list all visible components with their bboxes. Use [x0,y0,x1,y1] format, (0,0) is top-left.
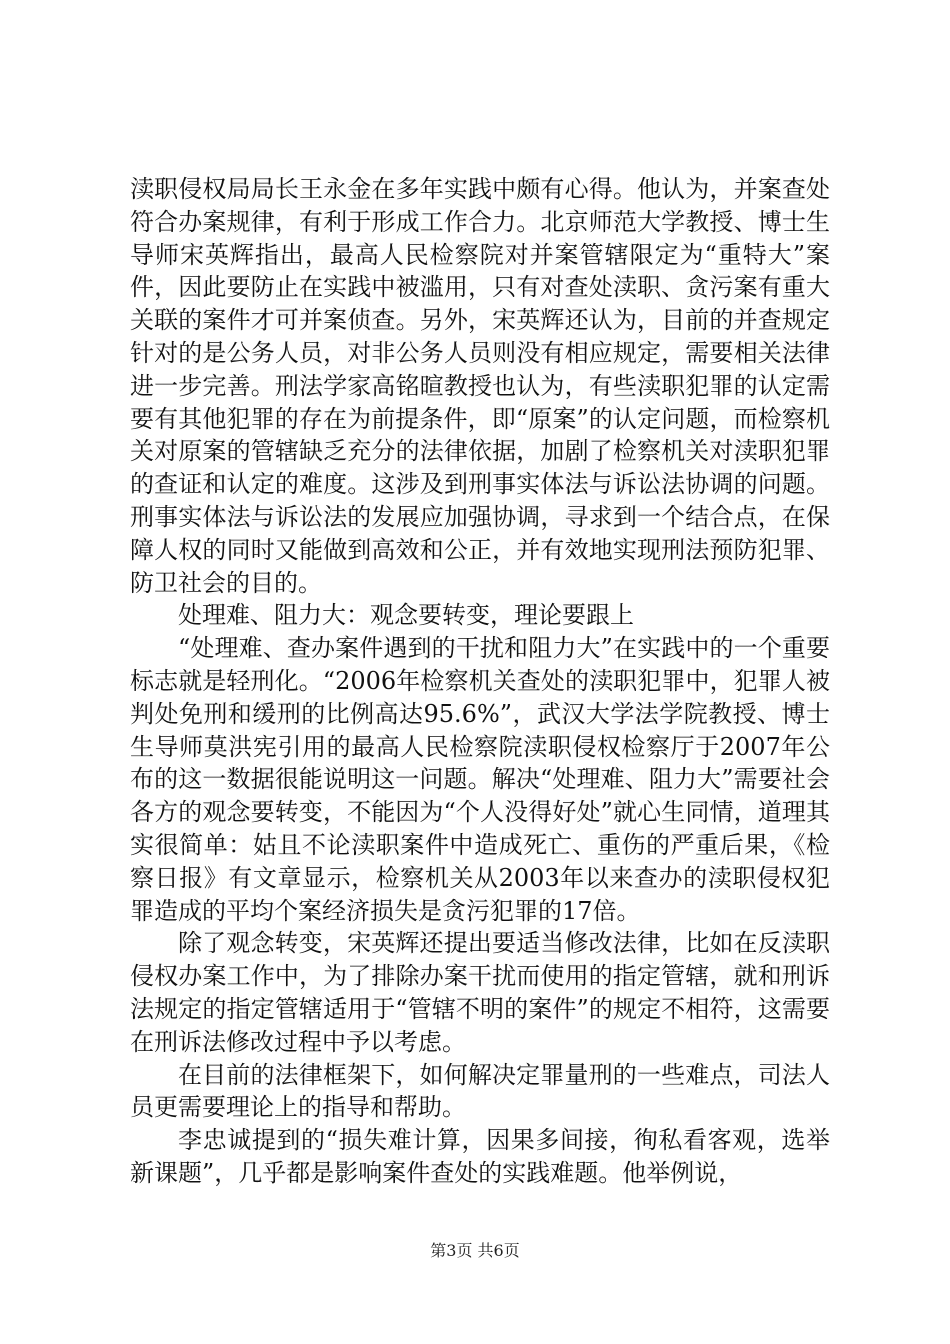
page-footer: 第3页 共6页 [430,1241,520,1260]
paragraph-continuation: 渎职侵权局局长王永金在多年实践中颇有心得。他认为，并案查处符合办案规律，有利于形成工作合力。北京师范大学教授、博士生导师宋英辉指出，最高人民检察院对并案管辖限定为“重特大”案件，因此要防止在实践中被滥用，只有对查处渎职、贪污案有重大关联的案件才可并案侦查。另外，宋英辉还认为，目前的并查规定针对的是公务人员，对非公务人员则没有相应规定，需要相关法律进一步完善。刑法学家高铭暄教授也认为，有些渎职犯罪的认定需要有其他犯罪的存在为前提条件，即“原案”的认定问题，而检察机关对原案的管辖缺乏充分的法律依据，加剧了检察机关对渎职犯罪的查证和认定的难度。这涉及到刑事实体法与诉讼法协调的问题。刑事实体法与诉讼法的发展应加强协调，寻求到一个结合点，在保障人权的同时又能做到高效和公正，并有效地实现刑法预防犯罪、防卫社会的目的。 [130,175,830,597]
section-heading: 处理难、阻力大：观念要转变，理论要跟上 [178,601,634,630]
paragraph: 李忠诚提到的“损失难计算，因果多间接，徇私看客观，选举新课题”，几乎都是影响案件查处的实践难题。他举例说， [130,1126,830,1187]
paragraph: 除了观念转变，宋英辉还提出要适当修改法律，比如在反渎职侵权办案工作中，为了排除办案干扰而使用的指定管辖，就和刑诉法规定的指定管辖适用于“管辖不明的案件”的规定不相符，这需要在刑诉法修改过程中予以考虑。 [130,929,830,1056]
paragraph: “处理难、查办案件遇到的干扰和阻力大”在实践中的一个重要标志就是轻刑化。“2006年检察机关查处的渎职犯罪中，犯罪人被判处免刑和缓刑的比例高达95.6%”，武汉大学法学院教授、博士生导师莫洪宪引用的最高人民检察院渎职侵权检察厅于2007年公布的这一数据很能说明这一问题。解决“处理难、阻力大”需要社会各方的观念要转变，不能因为“个人没得好处”就心生同情，道理其实很简单：姑且不论渎职案件中造成死亡、重伤的严重后果，《检察日报》有文章显示，检察机关从2003年以来查办的渎职侵权犯罪造成的平均个案经济损失是贪污犯罪的17倍。 [130,634,830,925]
document-body [130,173,830,1190]
paragraph: 在目前的法律框架下，如何解决定罪量刑的一些难点，司法人员更需要理论上的指导和帮助。 [130,1060,830,1122]
